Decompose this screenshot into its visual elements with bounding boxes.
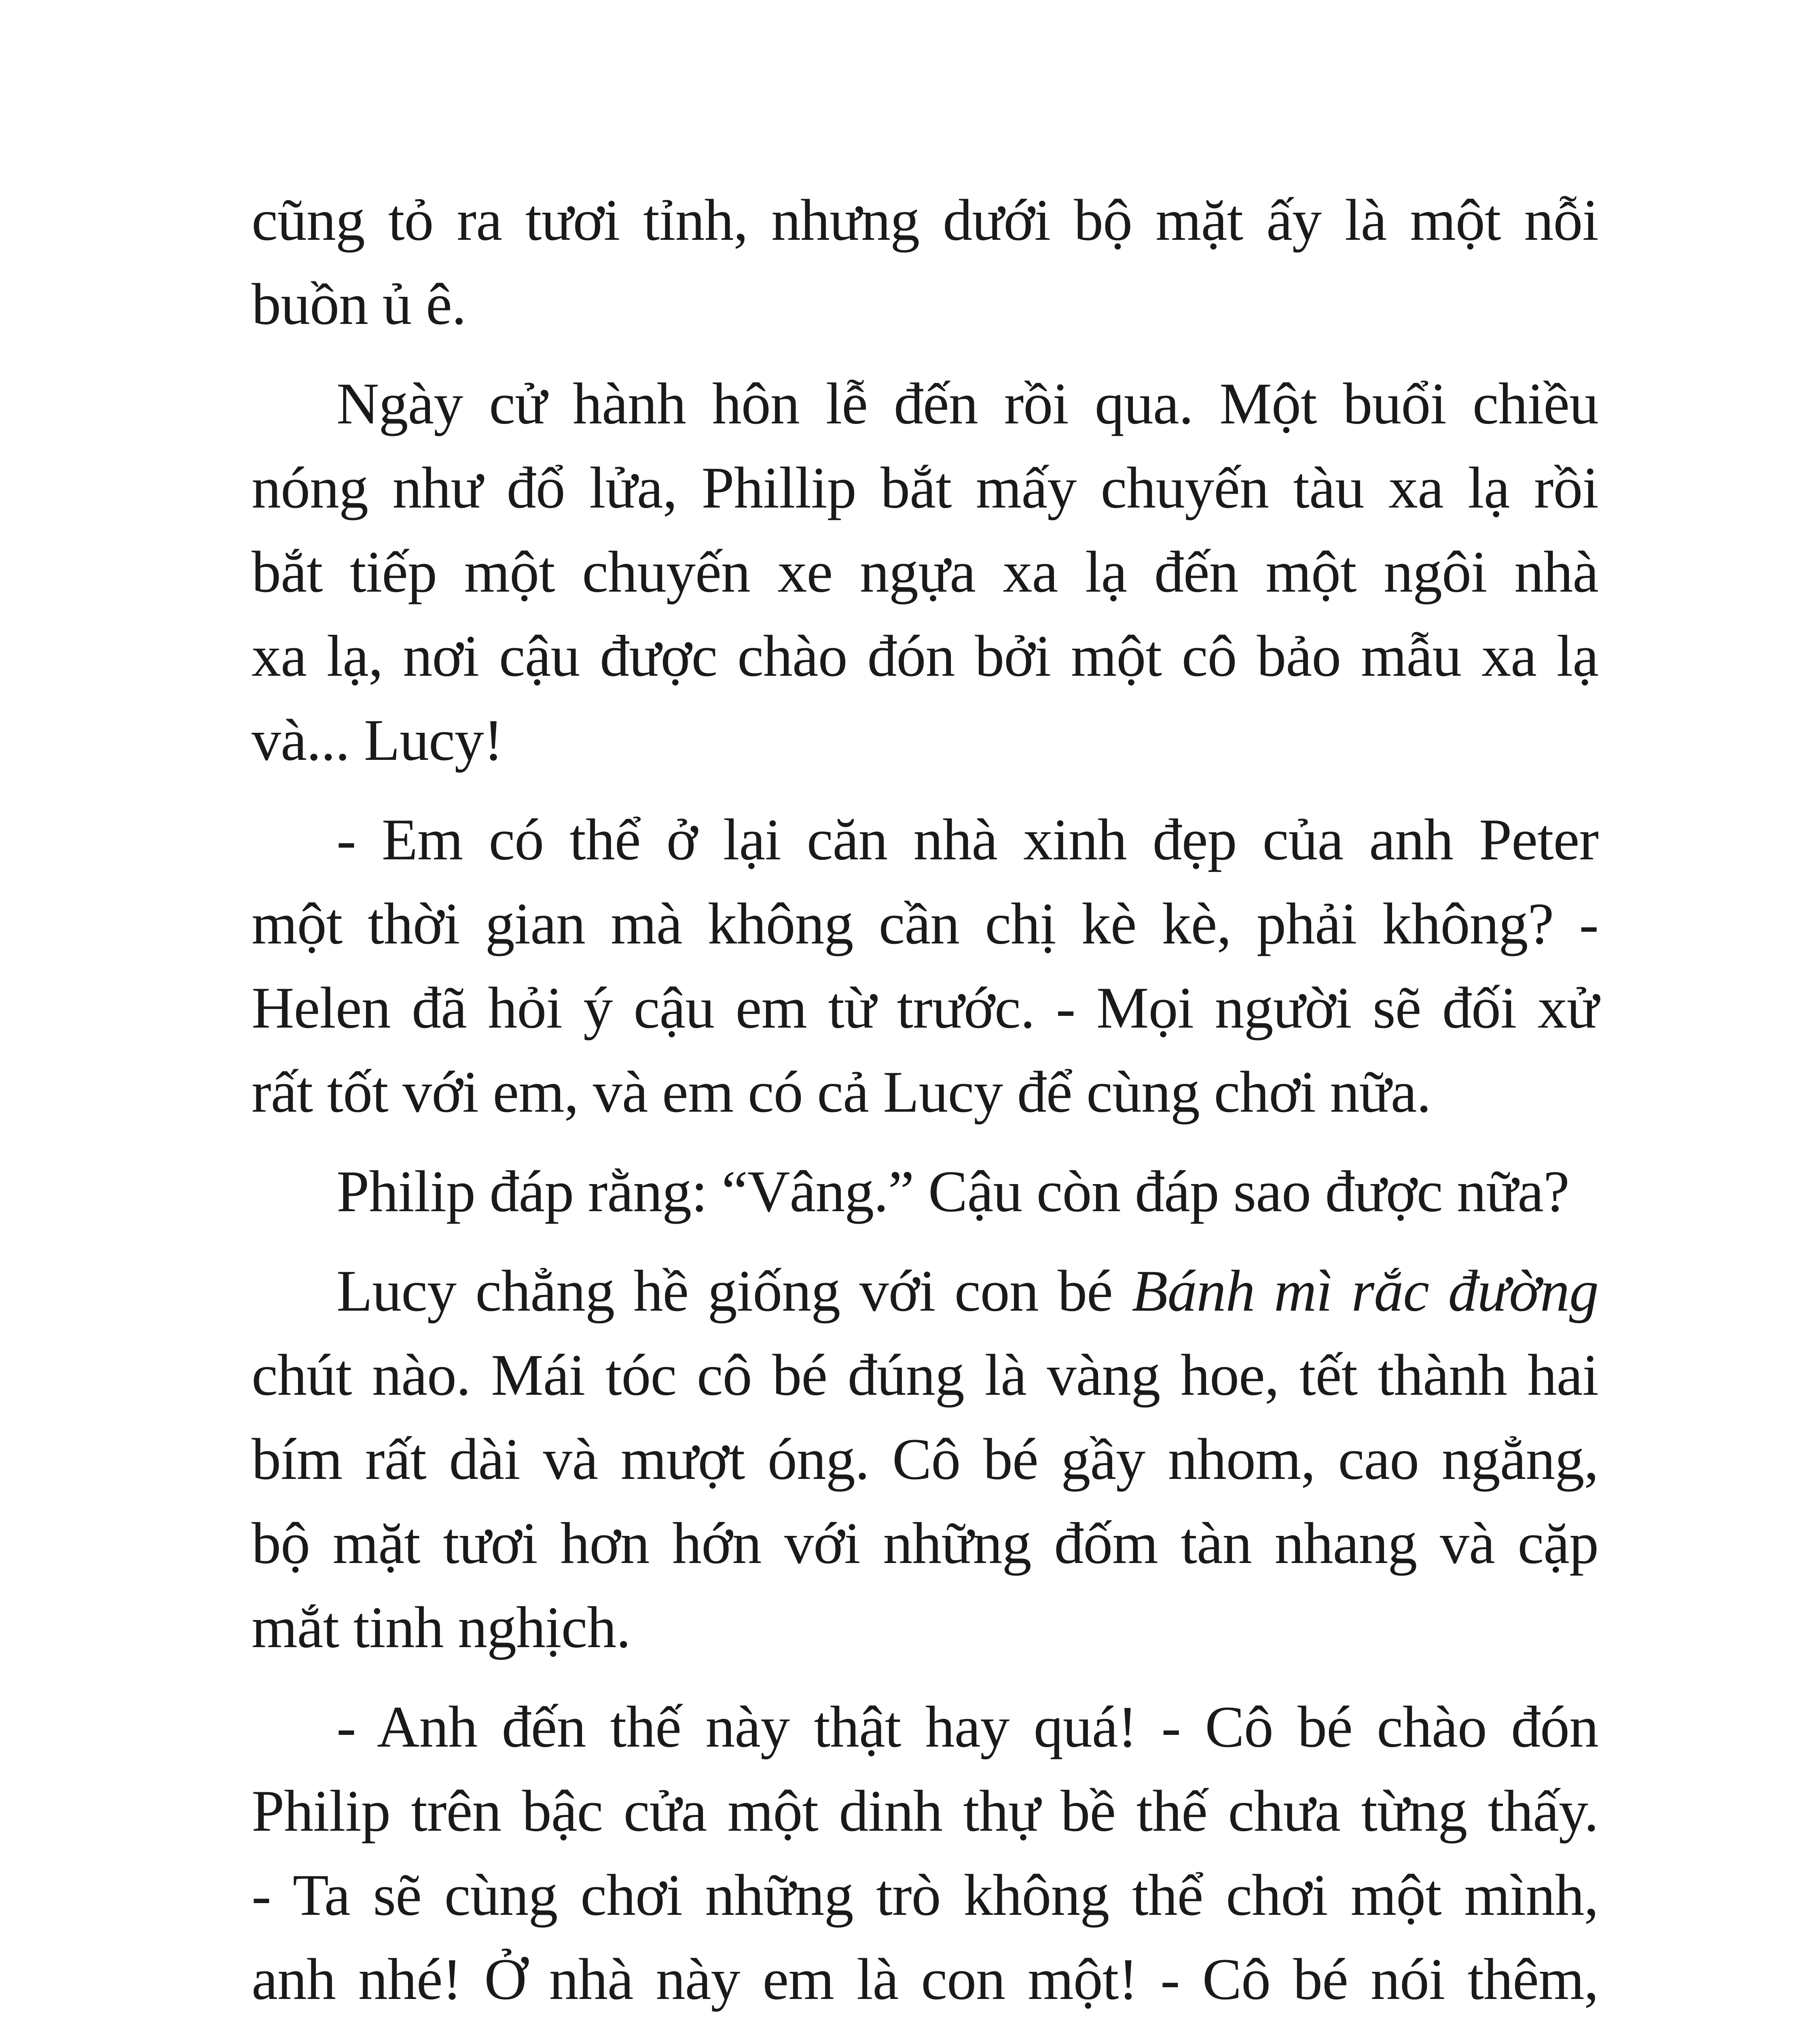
paragraph (252, 1249, 1598, 1669)
text-line: - Ta sẽ cùng chơi những trò không thể chơi một mình, (252, 1862, 1598, 1928)
text-line (252, 1249, 1598, 1333)
text-segment: Lucy chẳng hề giống với con bé (336, 1258, 1132, 1324)
text-line: chút nào. Mái tóc cô bé đúng là vàng hoe, tết thành hai (252, 1342, 1598, 1408)
paragraph (252, 178, 1598, 346)
text-line: xa lạ, nơi cậu được chào đón bởi một cô bảo mẫu xa lạ (252, 623, 1598, 689)
text-line: nóng như đổ lửa, Phillip bắt mấy chuyến tàu xa lạ rồi (252, 455, 1598, 520)
text-line: bộ mặt tươi hơn hớn với những đốm tàn nhang và cặp (252, 1510, 1598, 1576)
text-line: bắt tiếp một chuyến xe ngựa xa lạ đến một ngôi nhà (252, 539, 1598, 605)
body-text (252, 178, 1598, 2022)
text-line: Philip trên bậc cửa một dinh thự bề thế chưa từng thấy. (252, 1778, 1598, 1844)
text-line: Philip đáp rằng: “Vâng.” Cậu còn đáp sao được nữa? (336, 1159, 1569, 1224)
paragraph (252, 1149, 1598, 1233)
paragraph (252, 362, 1598, 782)
text-line: - Em có thể ở lại căn nhà xinh đẹp của anh Peter (336, 807, 1598, 872)
text-line: - Anh đến thế này thật hay quá! - Cô bé chào đón (336, 1694, 1598, 1760)
text-line: một thời gian mà không cần chị kè kè, phải không? - (252, 891, 1598, 956)
text-line: rất tốt với em, và em có cả Lucy để cùng chơi nữa. (252, 1059, 1431, 1125)
text-line: Helen đã hỏi ý cậu em từ trước. - Mọi người sẽ đối xử (252, 975, 1598, 1041)
text-line: cũng tỏ ra tươi tỉnh, nhưng dưới bộ mặt ấy là một nỗi (252, 187, 1598, 253)
text-line: buồn ủ ê. (252, 271, 466, 337)
paragraph (252, 797, 1598, 1134)
text-line: và... Lucy! (252, 707, 503, 773)
text-line: Ngày cử hành hôn lễ đến rồi qua. Một buổi chiều (336, 371, 1598, 436)
paragraph (252, 1685, 1598, 2022)
text-line: bím rất dài và mượt óng. Cô bé gầy nhom, cao ngẳng, (252, 1426, 1598, 1492)
italic-title: Bánh mì rắc đường (1132, 1258, 1599, 1324)
text-line: anh nhé! Ở nhà này em là con một! - Cô bé nói thêm, (252, 1946, 1598, 2012)
text-line: mắt tinh nghịch. (252, 1595, 631, 1660)
